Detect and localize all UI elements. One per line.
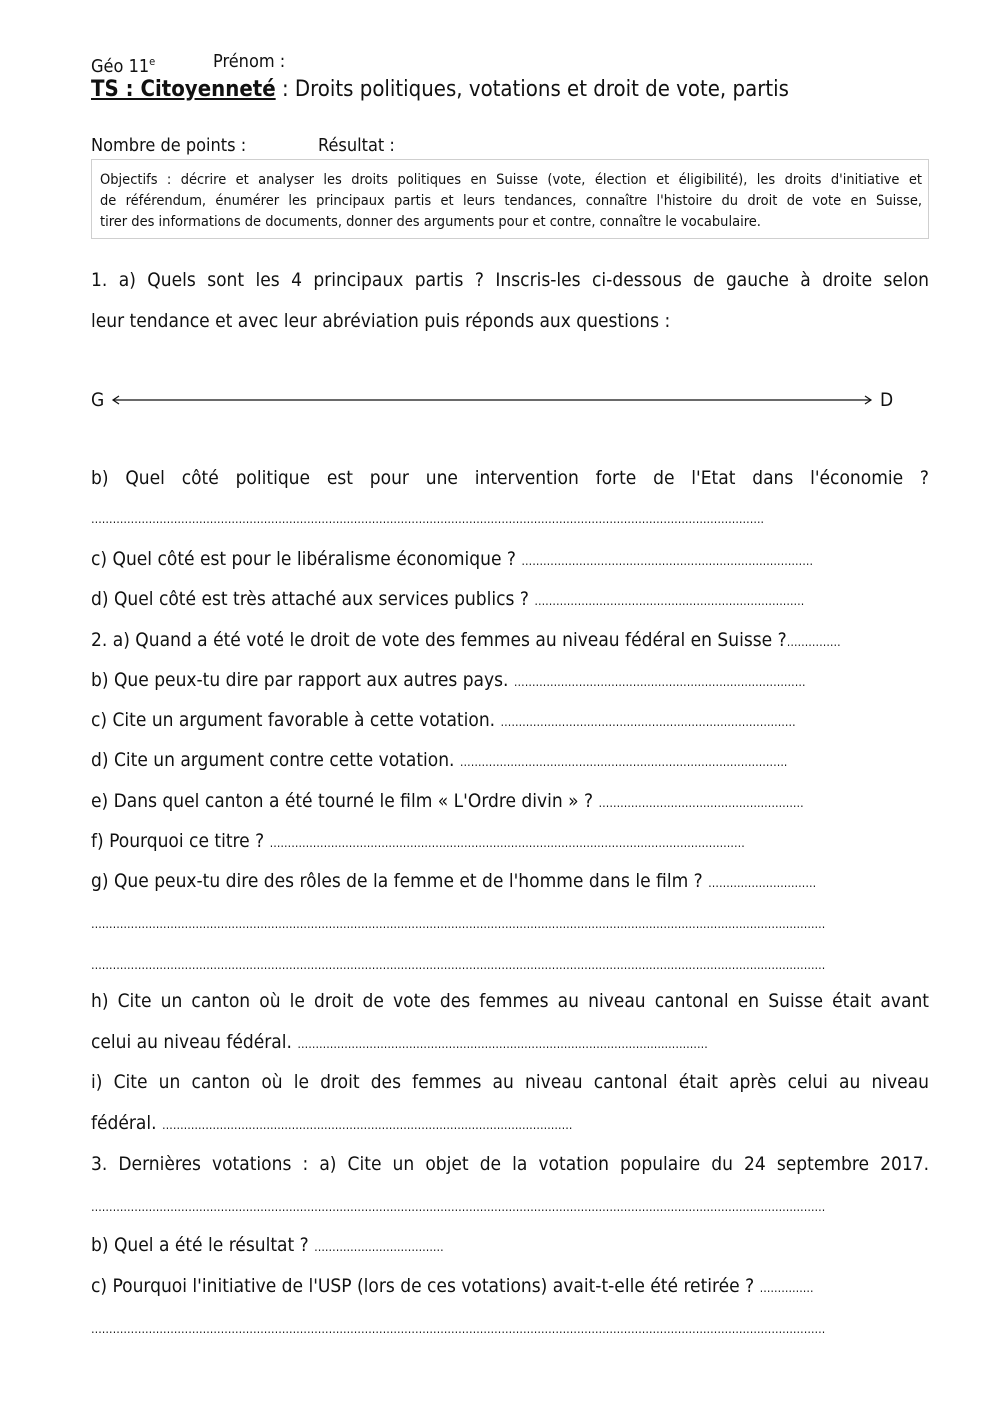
q1a-line-2: leur tendance et avec leur abréviation puis réponds aux questions : [91, 310, 671, 332]
q2a-row [91, 628, 929, 654]
q2c-question: c) Cite un argument favorable à cette votation. [91, 709, 501, 731]
q1a-line-1: 1. a) Quels sont les 4 principaux partis ? Inscris-les ci-dessous de gauche à droite selon [91, 269, 929, 291]
points-label: Nombre de points : [91, 135, 247, 156]
q1d-answer-line[interactable]: ………………………………………………………………… [534, 594, 805, 608]
q2h-answer-line[interactable]: …………………………………………………………………………………………………… [297, 1037, 708, 1051]
q2c-answer-line[interactable]: ………………………………………………………………………. [500, 715, 796, 729]
objectives-line-2: de référendum, énumérer les principaux partis et leurs tendances, connaître l'histoire du droit de vote en Suisse, [100, 193, 922, 209]
q2e-answer-line[interactable]: ………………………………………………… [598, 796, 804, 810]
q1b-question: b) Quel côté politique est pour une intervention forte de l'Etat dans l'économie ? [91, 467, 929, 489]
q2f-question: f) Pourquoi ce titre ? [91, 830, 270, 852]
class-superscript: e [149, 55, 156, 68]
q2b-answer-line[interactable]: ……………………………………………………………………… [513, 675, 806, 689]
q2g-answer-line[interactable]: ………………………… [708, 876, 817, 890]
q2b-row [91, 668, 927, 694]
objectives-line-3: tirer des informations de documents, donner des arguments pour et contre, connaître le vocabulaire. [100, 214, 761, 230]
q2f-row [91, 829, 923, 855]
q2i-line-2: fédéral. [91, 1112, 163, 1134]
q3b-question: b) Quel a été le résultat ? [91, 1234, 315, 1256]
axis-left-label: G [91, 389, 105, 411]
q2d-question: d) Cite un argument contre cette votation. [91, 749, 460, 771]
q2f-answer-line[interactable]: …………………………………………………………………………………………………………………… [269, 836, 745, 850]
double-arrow-icon [91, 388, 896, 412]
q1d-row [91, 587, 929, 613]
q3a-answer-line[interactable]: …………………………………………………………………………………………………………………………………………………………………………………… [91, 1200, 826, 1214]
q2i-row [91, 1111, 717, 1137]
result-label: Résultat : [318, 135, 395, 156]
q2c-row [91, 708, 927, 734]
q2g-answer-line-2[interactable]: …………………………………………………………………………………………………………………………………………………………………………………… [91, 917, 826, 931]
q2h-row [91, 1030, 857, 1056]
q2h-line-1: h) Cite un canton où le droit de vote des femmes au niveau cantonal en Suisse était avant [91, 990, 929, 1012]
q3c-answer-line-2[interactable]: …………………………………………………………………………………………………………………………………………………………………………………… [91, 1322, 826, 1336]
q3a-question: 3. Dernières votations : a) Cite un objet de la votation populaire du 24 septembre 2017. [91, 1153, 929, 1175]
objectives-line-1: Objectifs : décrire et analyser les droits politiques en Suisse (vote, élection et éligibilité), les droits d'initiative et [100, 172, 922, 188]
q1c-row [91, 547, 929, 573]
q2i-line-1: i) Cite un canton où le droit des femmes au niveau cantonal était après celui au niveau [91, 1071, 929, 1093]
q3c-row [91, 1274, 923, 1300]
firstname-label: Prénom : [213, 51, 286, 72]
q2g-answer-line-3[interactable]: …………………………………………………………………………………………………………………………………………………………………………………… [91, 958, 826, 972]
q1c-answer-line[interactable]: ……………………………………………………………………… [521, 554, 813, 568]
title-topic: TS : Citoyenneté [91, 77, 276, 102]
q2i-answer-line[interactable]: …………………………………………………………………………………………………… [162, 1118, 573, 1132]
q2e-row [91, 789, 923, 815]
q2a-question: 2. a) Quand a été voté le droit de vote des femmes au niveau fédéral en Suisse ? [91, 629, 787, 651]
class-label [91, 50, 155, 79]
q2e-question: e) Dans quel canton a été tourné le film « L'Ordre divin » ? [91, 790, 599, 812]
title-subject: : Droits politiques, votations et droit de vote, partis [275, 77, 789, 102]
page-title [91, 78, 789, 102]
q1c-question: c) Quel côté est pour le libéralisme économique ? [91, 548, 522, 570]
q1b-answer-line[interactable]: ……………………………………………………………………………………………………………………………………………………………………. [91, 512, 764, 526]
q2g-row [91, 869, 923, 895]
q2d-answer-line[interactable]: ………………………………………………………………………………. [459, 755, 788, 769]
q3b-row [91, 1233, 527, 1259]
q2b-question: b) Que peux-tu dire par rapport aux autres pays. [91, 669, 514, 691]
q1d-question: d) Quel côté est très attaché aux services publics ? [91, 588, 535, 610]
class-text: Géo 11 [91, 56, 150, 77]
q2a-answer-line[interactable]: …………… [786, 635, 841, 649]
q3c-answer-line[interactable]: …………… [759, 1281, 814, 1295]
q2d-row [91, 748, 927, 774]
q2g-question: g) Que peux-tu dire des rôles de la femme et de l'homme dans le film ? [91, 870, 709, 892]
q3c-question: c) Pourquoi l'initiative de l'USP (lors de ces votations) avait-t-elle été retirée ? [91, 1275, 760, 1297]
left-right-axis[interactable] [91, 388, 896, 412]
q2h-line-2: celui au niveau fédéral. [91, 1031, 298, 1053]
axis-right-label: D [880, 389, 894, 411]
q3b-answer-line[interactable]: ……………………………… [314, 1240, 444, 1254]
